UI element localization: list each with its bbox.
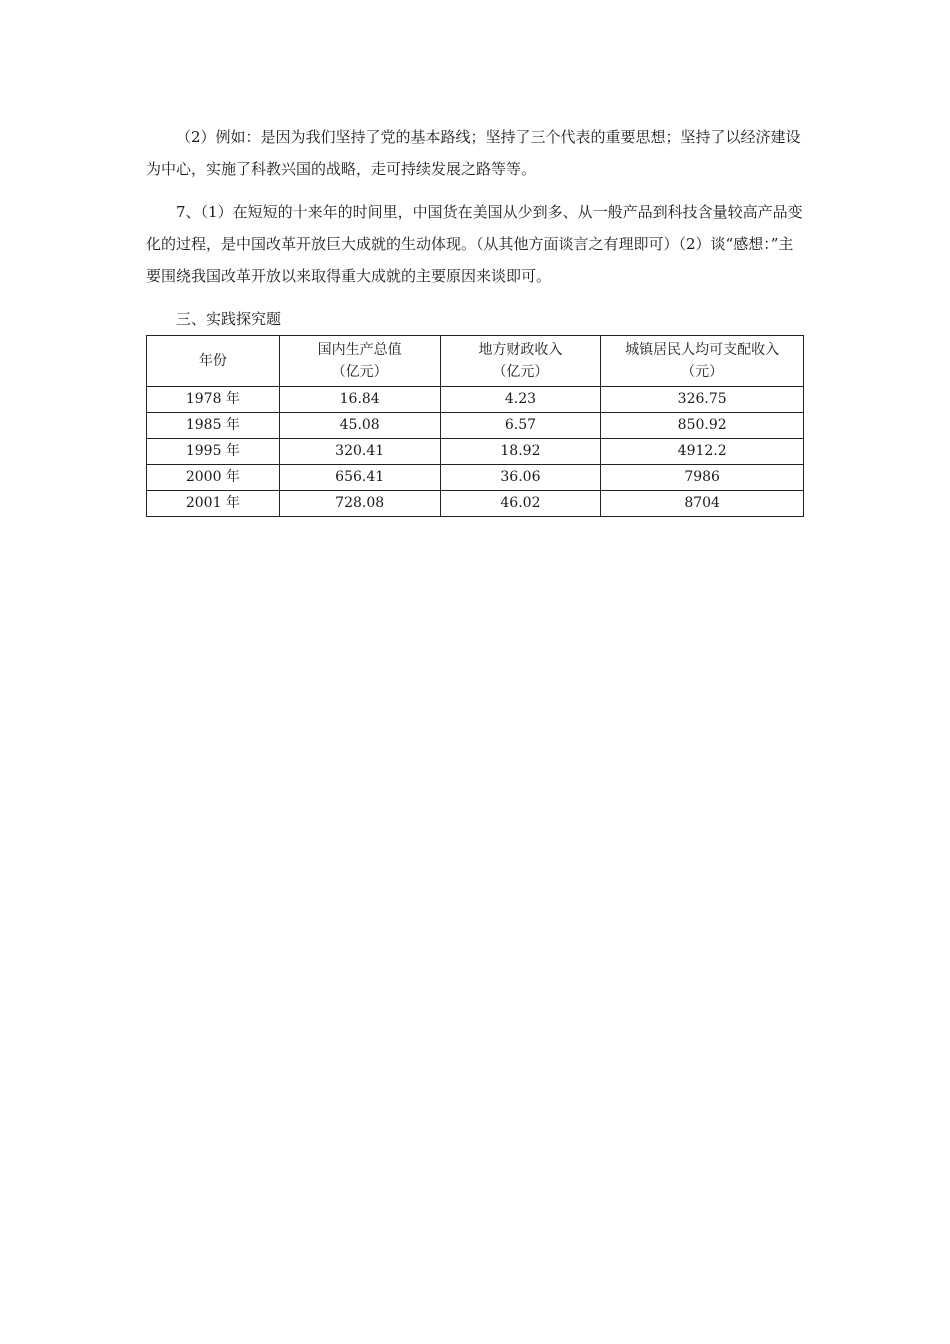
table-row xyxy=(147,491,804,517)
cell-gdp: 656.41 xyxy=(279,465,440,491)
cell-year: 1985 年 xyxy=(147,413,280,439)
header-gdp-label: 国内生产总值 xyxy=(317,342,402,358)
cell-year: 1995 年 xyxy=(147,439,280,465)
answer-paragraph-2: （2）例如：是因为我们坚持了党的基本路线；坚持了三个代表的重要思想；坚持了以经济建设为中心，实施了科教兴国的战略，走可持续发展之路等等。 xyxy=(146,128,801,178)
cell-fiscal: 18.92 xyxy=(440,439,601,465)
cell-fiscal: 46.02 xyxy=(440,491,601,517)
cell-fiscal: 36.06 xyxy=(440,465,601,491)
cell-year: 2000 年 xyxy=(147,465,280,491)
header-year-label: 年份 xyxy=(198,353,227,369)
header-income-unit: （元） xyxy=(681,364,724,380)
cell-fiscal: 4.23 xyxy=(440,387,601,413)
cell-income: 850.92 xyxy=(601,413,804,439)
header-income-label: 城镇居民人均可支配收入 xyxy=(625,342,780,358)
cell-year: 2001 年 xyxy=(147,491,280,517)
cell-income: 326.75 xyxy=(601,387,804,413)
table-row xyxy=(147,465,804,491)
header-income xyxy=(601,336,804,387)
table-row xyxy=(147,439,804,465)
cell-gdp: 16.84 xyxy=(279,387,440,413)
table-row xyxy=(147,387,804,413)
header-fiscal-label: 地方财政收入 xyxy=(478,342,563,358)
cell-income: 7986 xyxy=(601,465,804,491)
header-gdp-unit: （亿元） xyxy=(331,364,388,380)
statistics-table xyxy=(146,335,804,517)
section-heading-practice: 三、实践探究题 xyxy=(176,310,282,328)
answer-paragraph-7: 7、（1）在短短的十来年的时间里，中国货在美国从少到多、从一般产品到科技含量较高产品变化的过程，是中国改革开放巨大成就的生动体现。（从其他方面谈言之有理即可）（2）谈“感想：”主要围绕我国改革开放以来取得重大成就的主要原因来谈即可。 xyxy=(146,203,803,285)
table-header-row xyxy=(147,336,804,387)
table-row xyxy=(147,413,804,439)
cell-income: 4912.2 xyxy=(601,439,804,465)
cell-income: 8704 xyxy=(601,491,804,517)
cell-gdp: 728.08 xyxy=(279,491,440,517)
header-year xyxy=(147,336,280,387)
cell-year: 1978 年 xyxy=(147,387,280,413)
cell-gdp: 45.08 xyxy=(279,413,440,439)
cell-gdp: 320.41 xyxy=(279,439,440,465)
cell-fiscal: 6.57 xyxy=(440,413,601,439)
header-fiscal-unit: （亿元） xyxy=(492,364,549,380)
header-fiscal xyxy=(440,336,601,387)
header-gdp xyxy=(279,336,440,387)
